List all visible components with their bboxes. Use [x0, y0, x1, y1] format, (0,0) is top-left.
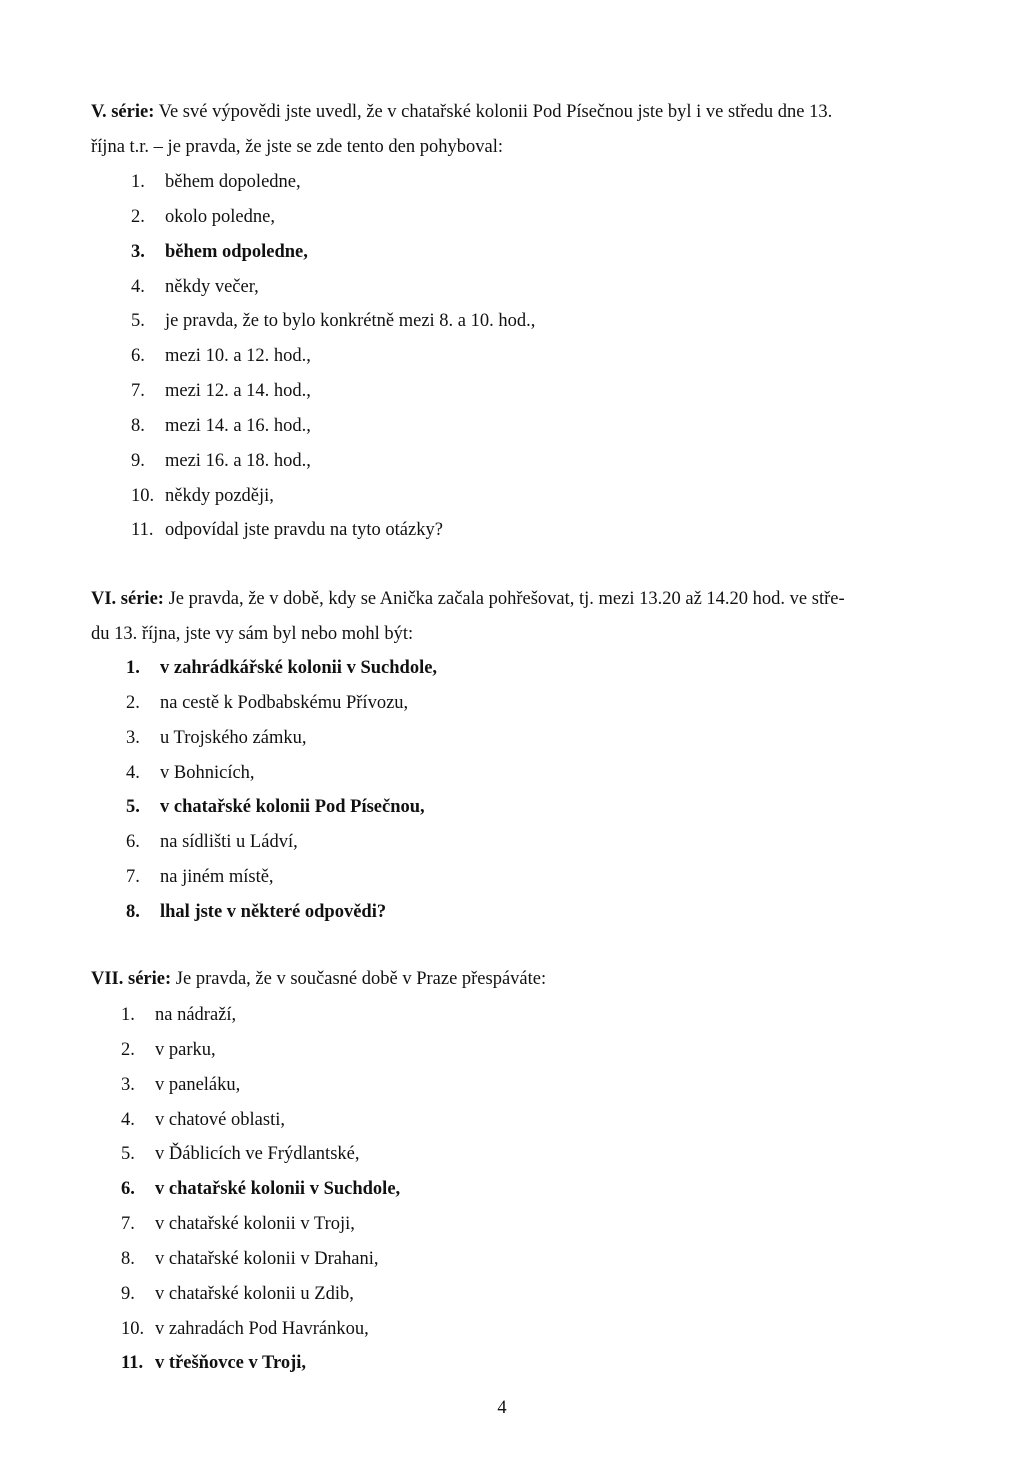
list-item	[121, 1172, 400, 1207]
list-item-text: v Ďáblicích ve Frýdlantské,	[155, 1144, 360, 1165]
list-item	[121, 1033, 400, 1068]
list-item-number: 1.	[126, 658, 140, 678]
list-item	[131, 479, 535, 514]
list-item-text: mezi 16. a 18. hod.,	[165, 450, 311, 471]
list-item	[131, 235, 535, 270]
list-item-number: 7.	[121, 1214, 135, 1235]
section-vii-intro	[91, 962, 931, 997]
list-item-text: během dopoledne,	[165, 172, 301, 192]
list-item-text: mezi 12. a 14. hod.,	[165, 381, 311, 402]
list-item	[126, 756, 437, 791]
list-item-number: 1.	[121, 1005, 135, 1025]
list-item	[126, 721, 437, 756]
list-item-number: 3.	[126, 727, 140, 748]
list-item-number: 9.	[121, 1283, 135, 1304]
list-item-text: v chatařské kolonii v Troji,	[155, 1214, 355, 1235]
section-v-list	[131, 165, 535, 548]
list-item	[131, 409, 535, 444]
list-item-number: 11.	[131, 520, 154, 541]
list-item	[131, 339, 535, 374]
section-v-text-line1: Ve své výpovědi jste uvedl, že v chatařské kolonii Pod Písečnou jste byl i ve středu dne 13.	[158, 102, 833, 122]
list-item-text: na nádraží,	[155, 1005, 237, 1025]
list-item-number: 4.	[126, 762, 140, 783]
section-vi-text-line1: Je pravda, že v době, kdy se Anička začala pohřešovat, tj. mezi 13.20 až 14.20 hod. ve stře-	[168, 589, 845, 609]
list-item-text: mezi 10. a 12. hod.,	[165, 346, 311, 367]
list-item-text: v chatařské kolonii u Zdib,	[155, 1283, 354, 1304]
list-item	[131, 374, 535, 409]
list-item-text: lhal jste v některé odpovědi?	[160, 901, 387, 922]
list-item-number: 6.	[121, 1179, 135, 1200]
section-vi-heading: VI. série:	[91, 589, 164, 609]
section-vi-text-line2: du 13. října, jste vy sám byl nebo mohl být:	[91, 624, 414, 644]
list-item	[126, 860, 437, 895]
list-item	[121, 1137, 400, 1172]
list-item	[131, 200, 535, 235]
list-item-text: v chatařské kolonii Pod Písečnou,	[160, 797, 425, 818]
list-item-number: 2.	[126, 692, 140, 713]
list-item-text: v zahradách Pod Havránkou,	[155, 1318, 369, 1339]
list-item-number: 6.	[131, 346, 145, 367]
list-item-number: 3.	[131, 241, 145, 262]
list-item-number: 6.	[126, 832, 140, 853]
section-v-intro	[91, 95, 931, 165]
section-v-text-line2: října t.r. – je pravda, že jste se zde tento den pohyboval:	[91, 137, 504, 157]
list-item-text: na sídlišti u Ládví,	[160, 832, 298, 853]
list-item-text: v chatařské kolonii v Drahani,	[155, 1248, 379, 1269]
list-item-number: 8.	[121, 1248, 135, 1269]
list-item-number: 3.	[121, 1074, 135, 1095]
list-item-number: 10.	[131, 485, 155, 506]
list-item	[126, 825, 437, 860]
list-item-text: u Trojského zámku,	[160, 727, 307, 748]
list-item-number: 5.	[131, 311, 145, 332]
section-vi-intro	[91, 582, 931, 652]
list-item-number: 5.	[126, 797, 140, 818]
list-item-number: 8.	[126, 901, 140, 922]
list-item-text: mezi 14. a 16. hod.,	[165, 415, 311, 436]
list-item-number: 1.	[131, 172, 145, 192]
list-item-text: v parku,	[155, 1039, 216, 1060]
list-item	[131, 304, 535, 339]
list-item	[121, 1277, 400, 1312]
list-item	[121, 1312, 400, 1347]
list-item-number: 4.	[131, 276, 145, 297]
list-item-text: v chatařské kolonii v Suchdole,	[155, 1179, 401, 1200]
list-item	[121, 1068, 400, 1103]
section-vii-heading: VII. série:	[91, 969, 172, 989]
list-item-number: 5.	[121, 1144, 135, 1165]
list-item	[126, 686, 437, 721]
list-item-text: v zahrádkářské kolonii v Suchdole,	[160, 658, 438, 678]
list-item-number: 7.	[126, 867, 140, 888]
list-item-number: 2.	[131, 206, 145, 227]
page-number: 4	[497, 1398, 507, 1418]
list-item	[121, 1346, 400, 1381]
list-item-number: 11.	[121, 1353, 144, 1374]
list-item	[131, 165, 535, 200]
list-item	[121, 998, 400, 1033]
section-vii-list	[121, 998, 400, 1381]
list-item-text: v paneláku,	[155, 1074, 241, 1095]
list-item-number: 4.	[121, 1109, 135, 1130]
list-item-text: okolo poledne,	[165, 206, 275, 227]
list-item	[121, 1242, 400, 1277]
list-item-text: v Bohnicích,	[160, 762, 255, 783]
list-item-text: na cestě k Podbabskému Přívozu,	[160, 692, 409, 713]
list-item-text: v třešňovce v Troji,	[155, 1353, 307, 1374]
section-vi-list	[126, 651, 437, 930]
list-item-text: někdy večer,	[165, 276, 259, 297]
list-item-number: 8.	[131, 415, 145, 436]
list-item	[131, 444, 535, 479]
list-item-number: 2.	[121, 1039, 135, 1060]
section-v-heading: V. série:	[91, 102, 155, 122]
list-item-text: odpovídal jste pravdu na tyto otázky?	[165, 520, 443, 541]
list-item-text: někdy později,	[165, 485, 274, 506]
list-item	[121, 1207, 400, 1242]
list-item	[126, 651, 437, 686]
section-vii-text-line1: Je pravda, že v současné době v Praze přespáváte:	[175, 969, 547, 989]
list-item	[126, 895, 437, 930]
list-item-number: 10.	[121, 1318, 145, 1339]
list-item-text: během odpoledne,	[165, 241, 308, 262]
list-item-text: je pravda, že to bylo konkrétně mezi 8. a 10. hod.,	[165, 311, 536, 332]
list-item-number: 9.	[131, 450, 145, 471]
list-item	[131, 513, 535, 548]
list-item-number: 7.	[131, 381, 145, 402]
list-item	[126, 790, 437, 825]
list-item-text: na jiném místě,	[160, 867, 274, 888]
list-item	[131, 270, 535, 305]
list-item	[121, 1103, 400, 1138]
list-item-text: v chatové oblasti,	[155, 1109, 285, 1130]
